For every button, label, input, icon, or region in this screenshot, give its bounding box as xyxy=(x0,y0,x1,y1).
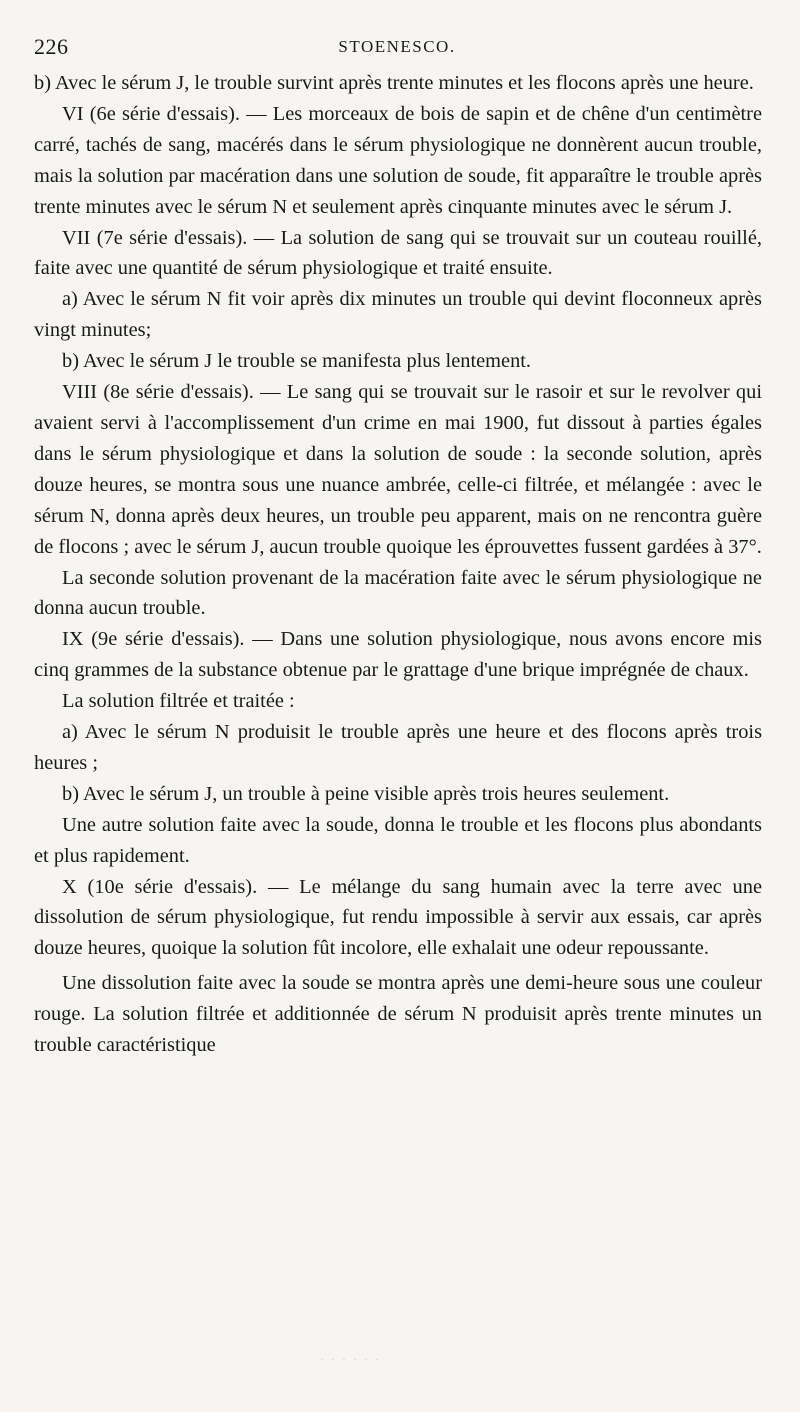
paragraph-series-vii: VII (7e série d'essais). — La solution de sang qui se trouvait sur un couteau rouillé, faite avec une quantité de sérum physiologique et traité ensuite. xyxy=(34,226,762,280)
running-title: STOENESCO. xyxy=(338,37,456,56)
paragraph-second-solution: La seconde solution provenant de la macération faite avec le sérum physiologique ne donna aucun trouble. xyxy=(34,566,762,620)
paragraph-series-x: X (10e série d'essais). — Le mélange du sang humain avec la terre avec une dissolution de sérum physiologique, fut rendu impossible à servir aux essais, car après douze heures, quoique la solution fût incolore, elle exhalait une odeur repoussante. xyxy=(34,875,762,960)
paragraph-soda-solution: Une autre solution faite avec la soude, donna le trouble et les flocons plus abondants et plus rapidement. xyxy=(34,813,762,867)
page-header xyxy=(34,34,760,64)
paragraph-series-ix: IX (9e série d'essais). — Dans une solution physiologique, nous avons encore mis cinq grammes de la substance obtenue par le grattage d'une brique imprégnée de chaux. xyxy=(34,628,762,682)
paragraph-series-ix-a: a) Avec le sérum N produisit le trouble après une heure et des flocons après trois heures ; xyxy=(34,721,762,774)
faint-footer-mark: · · · · · · xyxy=(320,1352,381,1366)
paragraph-soda-dissolution: Une dissolution faite avec la soude se montra après une demi-heure sous une couleur rouge. La solution filtrée et additionnée de sérum N produisit après trente minutes un trouble caractéristique xyxy=(34,972,762,1057)
paragraph-series-vii-b: b) Avec le sérum J le trouble se manifesta plus lentement. xyxy=(62,350,532,373)
body-text xyxy=(34,68,762,1061)
paragraph-series-vi: VI (6e série d'essais). — Les morceaux de bois de sapin et de chêne d'un centimètre carré, tachés de sang, macérés dans le sérum physiologique ne donnèrent aucun trouble, mais la solution par macération dans une solution de soude, fit apparaître le trouble après trente minutes avec le sérum N et seulement après cinquante minutes avec le sérum J. xyxy=(34,102,762,218)
paragraph-series-ix-b: b) Avec le sérum J, un trouble à peine visible après trois heures seulement. xyxy=(62,782,670,805)
paragraph-series-vii-a: a) Avec le sérum N fit voir après dix minutes un trouble qui devint floconneux après vingt minutes; xyxy=(34,288,762,342)
paragraph-series-viii: VIII (8e série d'essais). — Le sang qui se trouvait sur le rasoir et sur le revolver qui avaient servi à l'accomplissement d'un crime en mai 1900, fut dissout à parties égales dans le sérum physiologique et dans la solution de soude : la seconde solution, après douze heures, se montra sous une nuance ambrée, celle-ci filtrée, et mélangée : avec le sérum N, donna après deux heures, un trouble peu apparent, mais on ne rencontra guère de flocons ; avec le sérum J, aucun trouble quoique les éprouvettes fussent gardées à 37°. xyxy=(34,381,762,558)
page-number: 226 xyxy=(34,34,69,59)
paragraph-b-serum-j-result: b) Avec le sérum J, le trouble survint après trente minutes et les flocons après une heure. xyxy=(34,72,754,94)
paragraph-filtered-solution: La solution filtrée et traitée : xyxy=(62,690,295,713)
